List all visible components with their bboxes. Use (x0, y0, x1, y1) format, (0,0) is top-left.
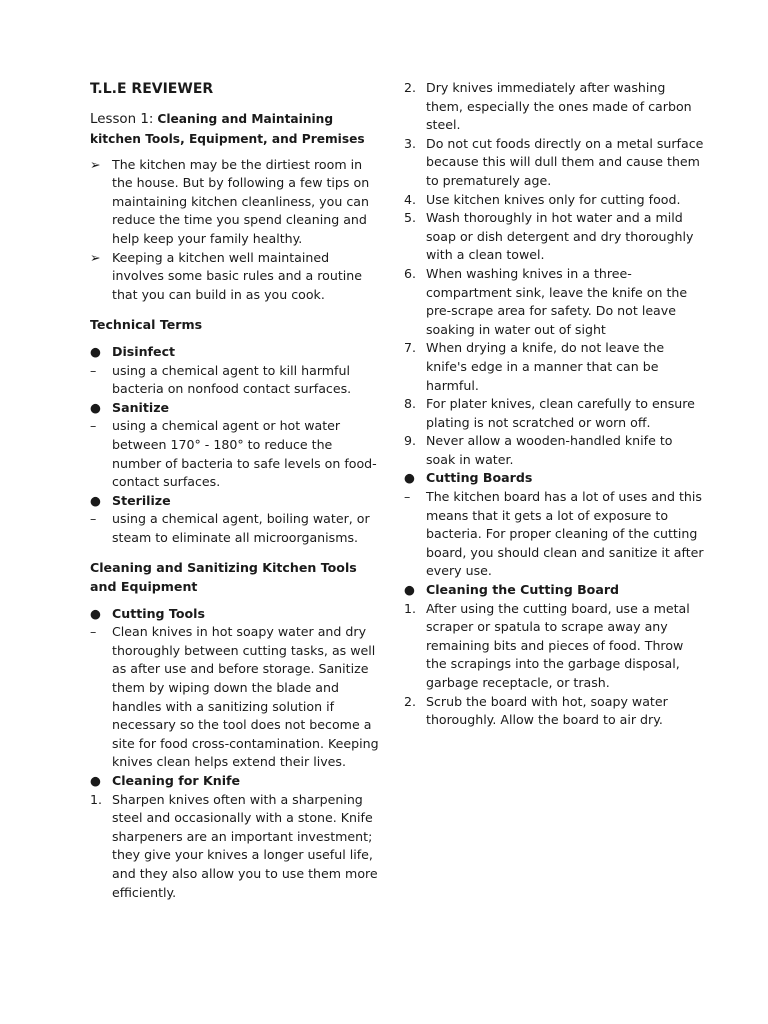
knife-step (404, 209, 704, 265)
intro-bullet (90, 156, 380, 249)
cutting-boards-text: The kitchen board has a lot of uses and this means that it gets a lot of exposure to bacteria. For proper cleaning of the cutting board, you should clean and sanitize it after every use. (426, 489, 704, 579)
knife-step (404, 135, 704, 191)
knife-step (404, 339, 704, 395)
arrow-bullet-icon: ➢ (90, 156, 101, 172)
step-number: 7. (404, 340, 417, 356)
knife-step-text: Never allow a wooden-handled knife to soak in water. (426, 433, 673, 467)
cutting-tools-heading: Cutting Tools (112, 605, 205, 621)
technical-terms-title: Technical Terms (90, 317, 203, 333)
knife-step-text: When washing knives in a three-compartment sink, leave the knife on the pre-scrape area for safety. Do not leave soaking in water out of sight (426, 265, 688, 337)
term-heading (90, 399, 380, 418)
lesson-heading (90, 109, 380, 149)
term-definition (90, 417, 380, 491)
intro-bullet (90, 249, 380, 305)
left-column (90, 80, 380, 900)
term-definition-text: using a chemical agent, boiling water, or steam to eliminate all microorganisms. (112, 511, 370, 545)
dash-bullet-icon: – (90, 362, 97, 378)
dot-bullet-icon: ● (90, 773, 101, 788)
step-number: 8. (404, 396, 417, 412)
step-number: 2. (404, 80, 417, 95)
dot-bullet-icon: ● (90, 605, 101, 621)
knife-step (404, 395, 704, 432)
step-number: 1. (404, 600, 417, 616)
step-number: 2. (404, 693, 417, 709)
knife-step-text: When drying a knife, do not leave the knife's edge in a manner that can be harmful. (426, 340, 665, 393)
cutting-tools-text: Clean knives in hot soapy water and dry thoroughly between cutting tasks, as well as after use and before storage. Sanitize them by wiping down the blade and handles with a sanitizing solution if necessary so the tool does not become a site for food cross-contamination. Keeping knives clean helps extend their lives. (112, 624, 379, 770)
subsection-heading (90, 772, 380, 791)
term-heading (90, 492, 380, 511)
dot-bullet-icon: ● (90, 492, 101, 508)
dash-bullet-icon: – (404, 489, 411, 505)
subsection-heading (90, 605, 380, 624)
dash-bullet-icon: – (90, 511, 97, 527)
knife-step (404, 432, 704, 469)
dot-bullet-icon: ● (90, 399, 101, 415)
knife-step (90, 791, 380, 900)
knife-step-text: Do not cut foods directly on a metal surface because this will dull them and cause them to prematurely age. (426, 135, 704, 188)
subsection-body (404, 488, 704, 581)
lesson-name-line-2: kitchen Tools, Equipment, and Premises (90, 131, 365, 146)
step-number: 3. (404, 135, 417, 151)
dash-bullet-icon: – (90, 418, 97, 434)
knife-step-text: Dry knives immediately after washing them, especially the ones made of carbon steel. (426, 80, 692, 133)
term-definition-text: using a chemical agent to kill harmful bacteria on nonfood contact surfaces. (112, 362, 352, 397)
knife-step (404, 191, 704, 210)
step-number: 6. (404, 265, 417, 281)
dot-bullet-icon: ● (404, 470, 415, 486)
knife-step-text: Wash thoroughly in hot water and a mild soap or dish detergent and dry thoroughly with a clean towel. (426, 210, 694, 263)
dash-bullet-icon: – (90, 624, 97, 640)
step-number: 5. (404, 210, 417, 226)
term-definition (90, 362, 380, 399)
step-number: 9. (404, 433, 417, 449)
term-definition-text: using a chemical agent or hot water between 170° - 180° to reduce the number of bacteria to safe levels on food-contact surfaces. (112, 418, 377, 490)
board-step-text: Scrub the board with hot, soapy water thoroughly. Allow the board to air dry. (426, 693, 668, 728)
arrow-bullet-icon: ➢ (90, 249, 101, 265)
subsection-body (90, 623, 380, 772)
cutting-boards-heading: Cutting Boards (426, 470, 533, 486)
term-name: Disinfect (112, 343, 176, 359)
knife-heading: Cleaning for Knife (112, 773, 241, 788)
knife-step-text: Use kitchen knives only for cutting food. (426, 191, 681, 207)
knife-step (404, 79, 704, 135)
subsection-heading (404, 581, 704, 600)
cleaning-section-title: Cleaning and Sanitizing Kitchen Tools and Equipment (90, 560, 357, 595)
lesson-name-line-1: Cleaning and Maintaining (157, 111, 334, 126)
board-cleaning-heading: Cleaning the Cutting Board (426, 582, 620, 598)
term-name: Sanitize (112, 399, 170, 415)
step-number: 4. (404, 191, 417, 207)
term-definition (90, 510, 380, 547)
dot-bullet-icon: ● (404, 582, 415, 598)
intro-bullet-text: The kitchen may be the dirtiest room in the house. But by following a few tips on maintaining kitchen cleanliness, you can reduce the time you spend cleaning and help keep your family healthy. (112, 156, 370, 246)
intro-bullet-text: Keeping a kitchen well maintained involves some basic rules and a routine that you can build in as you cook. (112, 249, 363, 302)
board-step-text: After using the cutting board, use a metal scraper or spatula to scrape away any remaining bits and pieces of food. Throw the scrapings into the garbage disposal, garbage receptacle, or trash. (426, 600, 690, 690)
knife-step-text: Sharpen knives often with a sharpening steel and occasionally with a stone. Knife sharpeners are an important investment; they give your knives a longer useful life, and they also allow you to use them more efficiently. (112, 791, 378, 900)
knife-step-text: For plater knives, clean carefully to ensure plating is not scratched or worn off. (426, 396, 695, 430)
step-number: 1. (90, 791, 103, 807)
term-heading (90, 343, 380, 362)
term-name: Sterilize (112, 492, 171, 508)
lesson-number: Lesson 1: (90, 111, 154, 127)
right-column (404, 79, 704, 730)
board-step (404, 600, 704, 693)
dot-bullet-icon: ● (90, 343, 101, 359)
document-title: T.L.E REVIEWER (90, 81, 214, 97)
subsection-heading (404, 469, 704, 488)
knife-step (404, 265, 704, 339)
board-step (404, 693, 704, 730)
